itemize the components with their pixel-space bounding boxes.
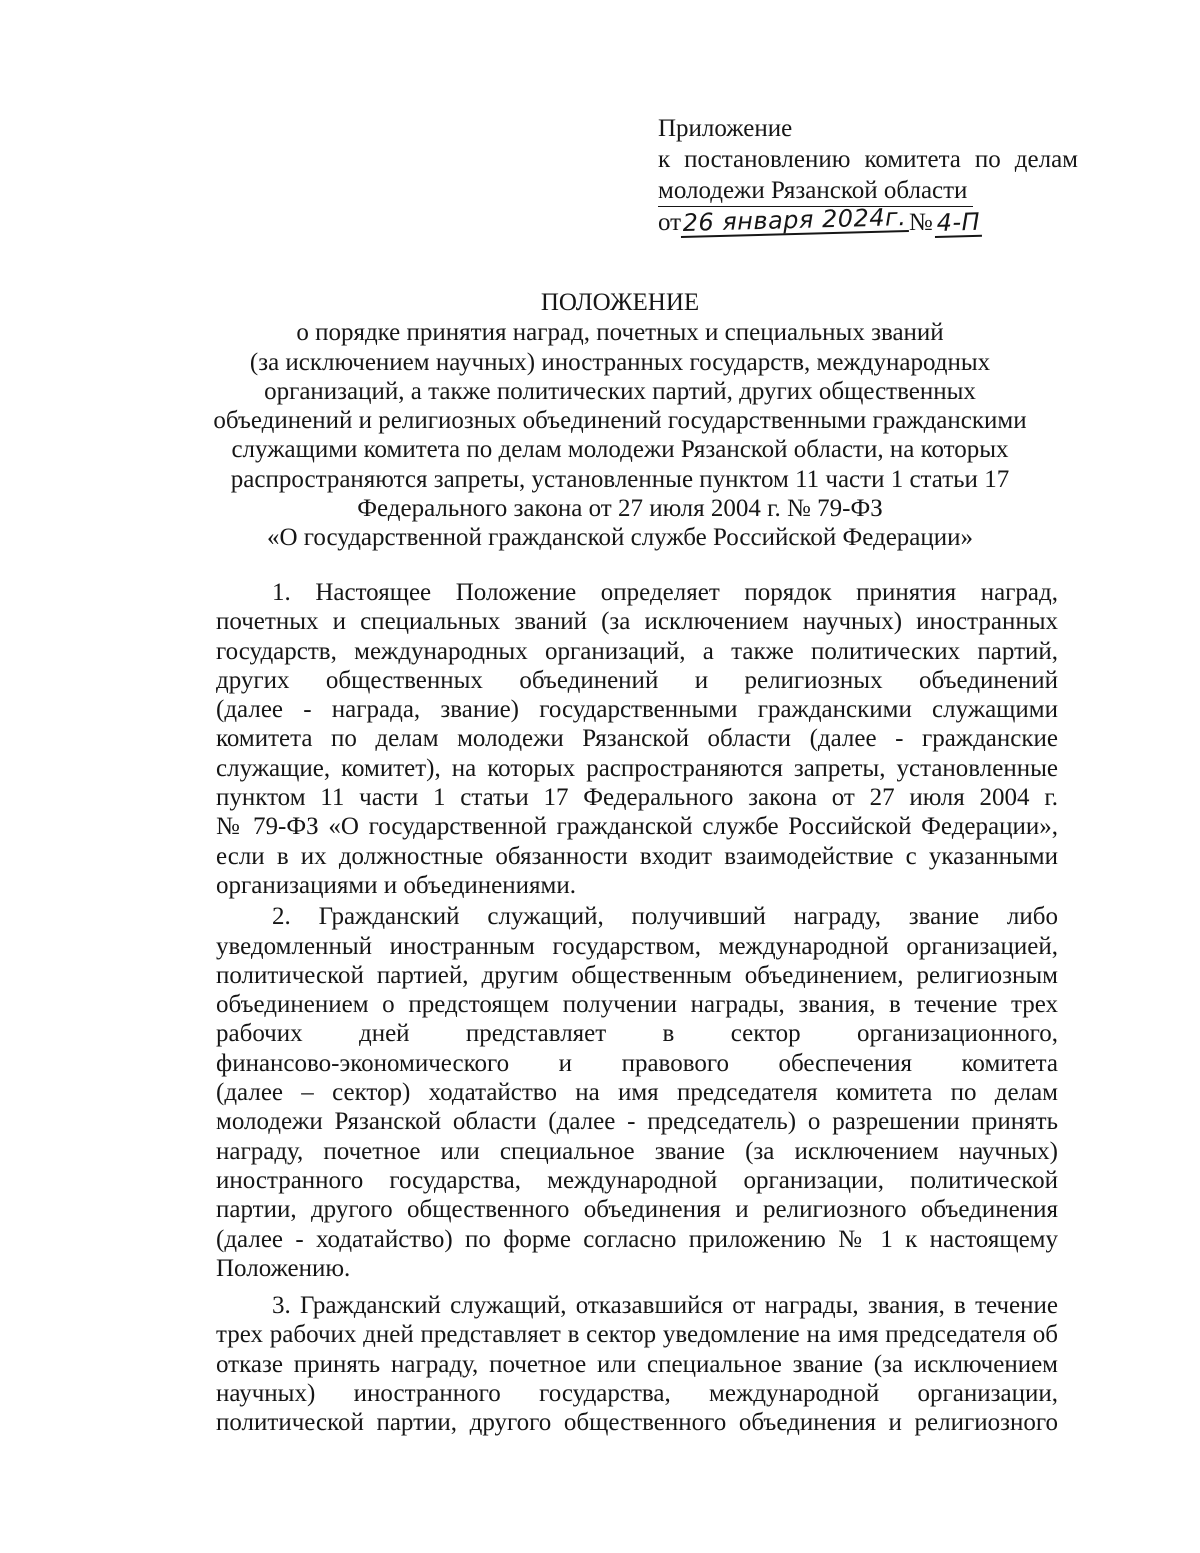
text-line: трех рабочих дней представляет в сектор уведомление на имя председателя об xyxy=(216,1321,1058,1349)
document-title xyxy=(195,288,1045,553)
text-line: финансово-экономического и правового обеспечения комитета xyxy=(216,1049,1058,1077)
text-line: комитета по делам молодежи Рязанской области (далее - гражданские xyxy=(216,725,1058,753)
text-line: почетных и специальных званий (за исключением научных) иностранных xyxy=(216,608,1058,636)
text-line: рабочих дней представляет в сектор организационного, xyxy=(216,1020,1058,1048)
text-line: молодежи Рязанской области (далее - председатель) о разрешении принять xyxy=(216,1108,1058,1136)
title-line: объединений и религиозных объединений государственными гражданскими xyxy=(213,407,1027,435)
text-line: политической партией, другим общественным объединением, религиозным xyxy=(216,961,1058,989)
approval-date-line xyxy=(658,203,1078,238)
handwritten-date: 26 января 2024г. xyxy=(680,204,908,238)
text-line: уведомленный иностранным государством, международной организацией, xyxy=(216,932,1058,960)
text-line: (далее - награда, звание) государственными гражданскими служащими xyxy=(216,696,1058,724)
text-line: № 79-ФЗ «О государственной гражданской службе Российской Федерации», xyxy=(216,813,1058,841)
text-line: (далее – сектор) ходатайство на имя председателя комитета по делам xyxy=(216,1079,1058,1107)
title-line: «О государственной гражданской службе Российской Федерации» xyxy=(266,524,974,552)
date-prefix: от xyxy=(658,209,682,236)
text-line: пунктом 11 части 1 статьи 17 Федерального закона от 27 июля 2004 г. xyxy=(216,784,1058,812)
text-line: иностранного государства, международной организации, политической xyxy=(216,1166,1058,1194)
text-line: объединением о предстоящем получении награды, звания, в течение трех xyxy=(216,991,1058,1019)
document-body xyxy=(216,578,1058,1438)
text-line: награду, почетное или специальное звание (за исключением научных) xyxy=(216,1137,1058,1165)
title-main: ПОЛОЖЕНИЕ xyxy=(540,289,700,316)
approval-line-3: молодежи Рязанской области xyxy=(658,175,973,207)
text-line: если в их должностные обязанности входит взаимодействие с указанными xyxy=(216,842,1058,870)
text-line: 1. Настоящее Положение определяет порядок принятия наград, xyxy=(272,579,1058,606)
text-line: политической партии, другого общественного объединения и религиозного xyxy=(216,1409,1058,1437)
text-line: служащие, комитет), на которых распространяются запреты, установленные xyxy=(216,754,1058,782)
text-line: других общественных объединений и религиозных объединений xyxy=(216,666,1058,694)
approval-line-1: Приложение xyxy=(658,115,793,142)
title-line: Федерального закона от 27 июля 2004 г. № 79-ФЗ xyxy=(357,495,883,523)
title-line: организаций, а также политических партий, других общественных xyxy=(264,377,976,405)
paragraph-1 xyxy=(216,578,1058,900)
title-line: (за исключением научных) иностранных государств, международных xyxy=(249,348,991,376)
approval-line-2: к постановлению комитета по делам xyxy=(658,146,1078,173)
text-line: (далее - ходатайство) по форме согласно приложению № 1 к настоящему xyxy=(216,1225,1058,1253)
title-line: служащими комитета по делам молодежи Рязанской области, на которых xyxy=(231,436,1009,464)
text-line: партии, другого общественного объединения и религиозного объединения xyxy=(216,1196,1058,1224)
text-line: государств, международных организаций, а также политических партий, xyxy=(216,637,1058,665)
paragraph-2 xyxy=(216,902,1058,1283)
number-label: № xyxy=(908,209,933,236)
text-line: 3. Гражданский служащий, отказавшийся от награды, звания, в течение xyxy=(272,1292,1058,1320)
title-line: распространяются запреты, установленные пунктом 11 части 1 статьи 17 xyxy=(230,465,1010,493)
paragraph-3 xyxy=(216,1291,1058,1437)
text-line: научных) иностранного государства, международной организации, xyxy=(216,1380,1058,1408)
text-line: организациями и объединениями. xyxy=(216,871,576,899)
title-line: о порядке принятия наград, почетных и специальных званий xyxy=(296,319,944,347)
text-line: Положению. xyxy=(216,1254,351,1282)
text-line: отказе принять награду, почетное или специальное звание (за исключением xyxy=(216,1350,1058,1378)
approval-block xyxy=(658,113,1078,238)
text-line: 2. Гражданский служащий, получивший награду, звание либо xyxy=(272,903,1058,931)
handwritten-number: 4-П xyxy=(934,209,982,238)
